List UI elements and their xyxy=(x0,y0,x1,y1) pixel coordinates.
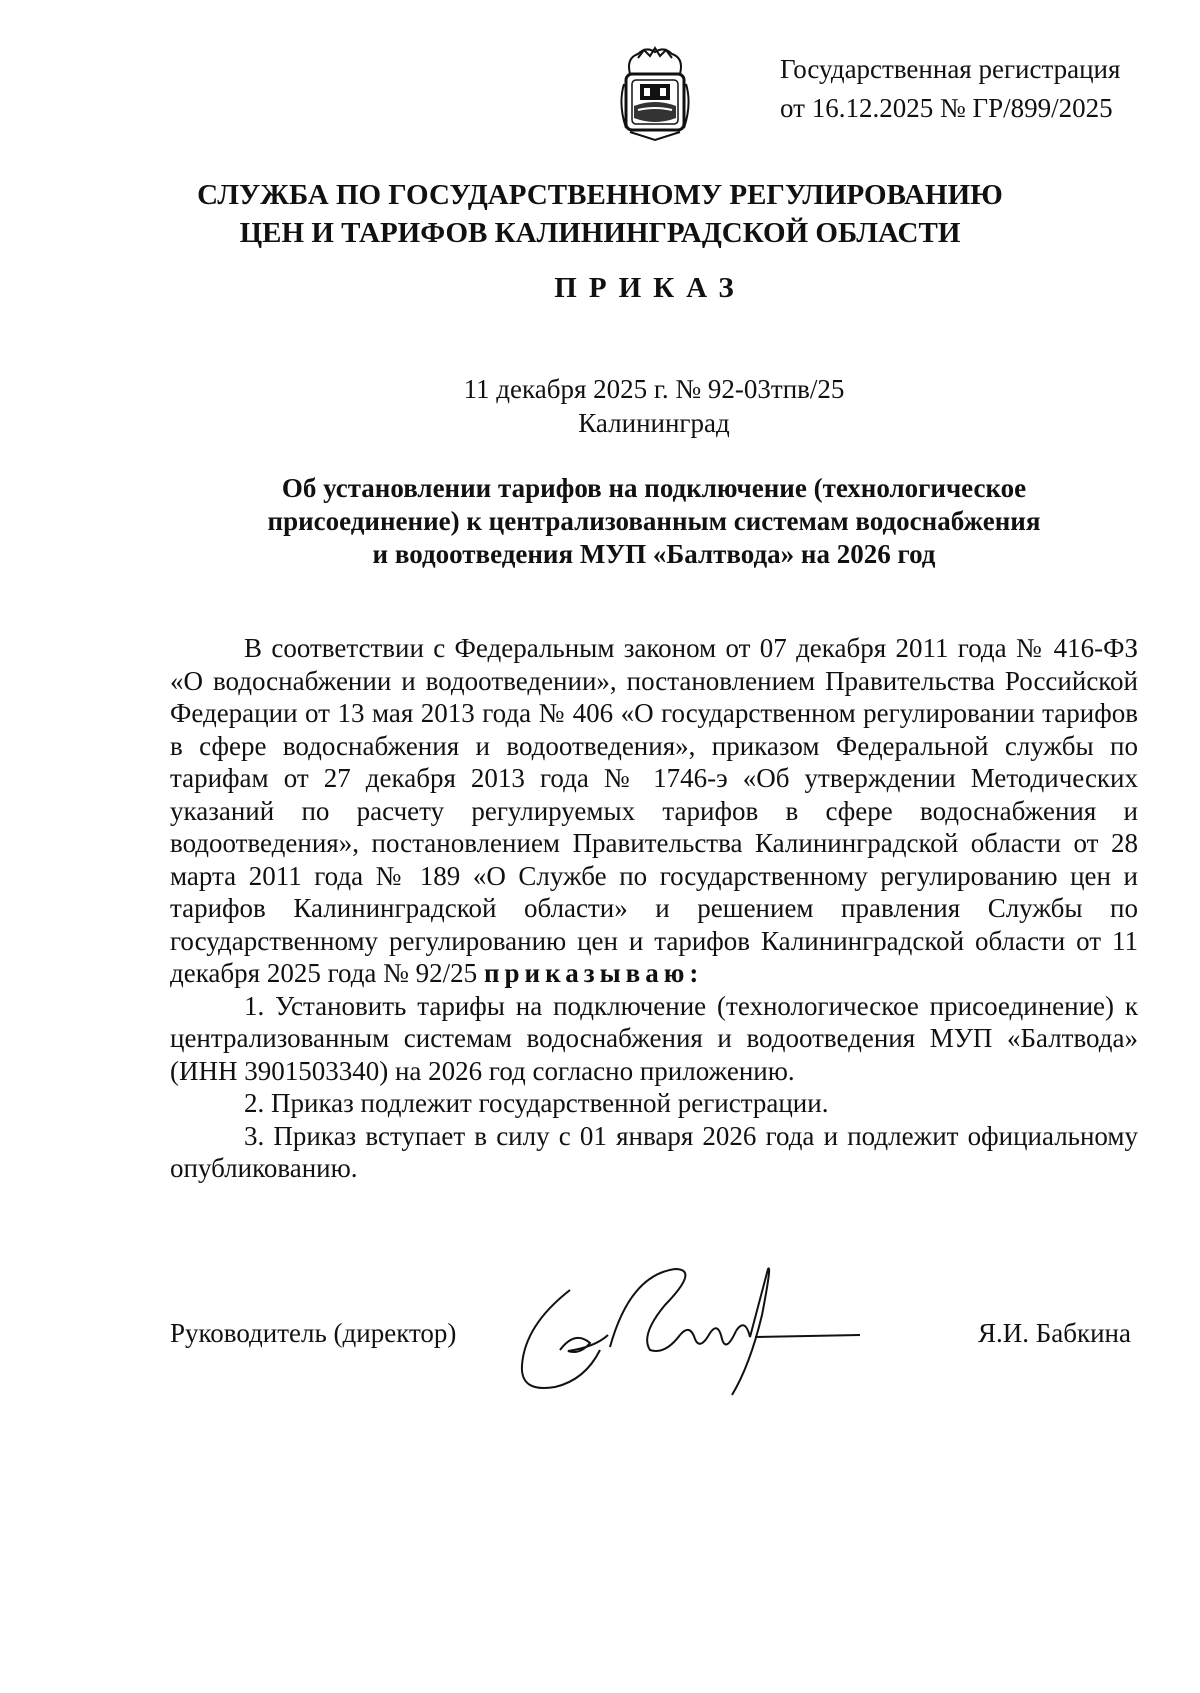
decree-word: приказываю: xyxy=(483,958,704,988)
order-date-block xyxy=(0,372,1200,440)
registration-stamp xyxy=(780,50,1120,128)
order-date-number: 11 декабря 2025 г. № 92-03тпв/25 xyxy=(463,374,845,404)
handwritten-signature xyxy=(500,1255,880,1405)
coat-of-arms-icon xyxy=(616,44,694,142)
order-city: Калининград xyxy=(578,408,730,438)
order-item-1: 1. Установить тарифы на подключение (технологическое присоединение) к централизованным системам водоснабжения и водоотведения МУП «Балтвода» (ИНН 3901503340) на 2026 год согласно приложению. xyxy=(170,990,1138,1086)
signatory-name: Я.И. Бабкина xyxy=(978,1318,1131,1348)
order-subject-line-1: Об установлении тарифов на подключение (технологическое xyxy=(281,473,1027,503)
order-subject-line-3: и водоотведения МУП «Балтвода» на 2026 год xyxy=(372,539,936,569)
preamble-text: В соответствии с Федеральным законом от 07 декабря 2011 года № 416-ФЗ «О водоснабжении и водоотведении», постановлением Правительства Российской Федерации от 13 мая 2013 года № 406 «О государственном регулировании тарифов в сфере водоснабжения и водоотведения», приказом Федеральной службы по тарифам от 27 декабря 2013 года № 1746-э «Об утверждении Методических указаний по расчету регулируемых тарифов в сфере водоснабжения и водоотведения», постановлением Правительства Калининградской области от 28 марта 2011 года № 189 «О Службе по государственному регулированию цен и тарифов Калининградской области» и решением правления Службы по государственному регулированию цен и тарифов Калининградской области от 11 декабря 2025 года № 92/25 xyxy=(170,633,1138,988)
agency-name xyxy=(0,176,1200,252)
order-title: ПРИКАЗ xyxy=(554,272,746,304)
registration-line-2: от 16.12.2025 № ГР/899/2025 xyxy=(780,93,1113,123)
agency-name-line-1: СЛУЖБА ПО ГОСУДАРСТВЕННОМУ РЕГУЛИРОВАНИЮ xyxy=(197,179,1003,211)
order-item-3: 3. Приказ вступает в силу с 01 января 2026 года и подлежит официальному опубликованию. xyxy=(170,1120,1138,1183)
preamble-paragraph xyxy=(170,632,1138,990)
order-subject xyxy=(0,472,1200,571)
order-body xyxy=(170,632,1138,1185)
order-subject-line-2: присоединение) к централизованным системам водоснабжения xyxy=(267,506,1041,536)
order-item-2: 2. Приказ подлежит государственной регистрации. xyxy=(244,1088,829,1118)
signatory-position: Руководитель (директор) xyxy=(170,1318,457,1348)
agency-name-line-2: ЦЕН И ТАРИФОВ КАЛИНИНГРАДСКОЙ ОБЛАСТИ xyxy=(239,217,961,249)
registration-line-1: Государственная регистрация xyxy=(780,54,1121,84)
